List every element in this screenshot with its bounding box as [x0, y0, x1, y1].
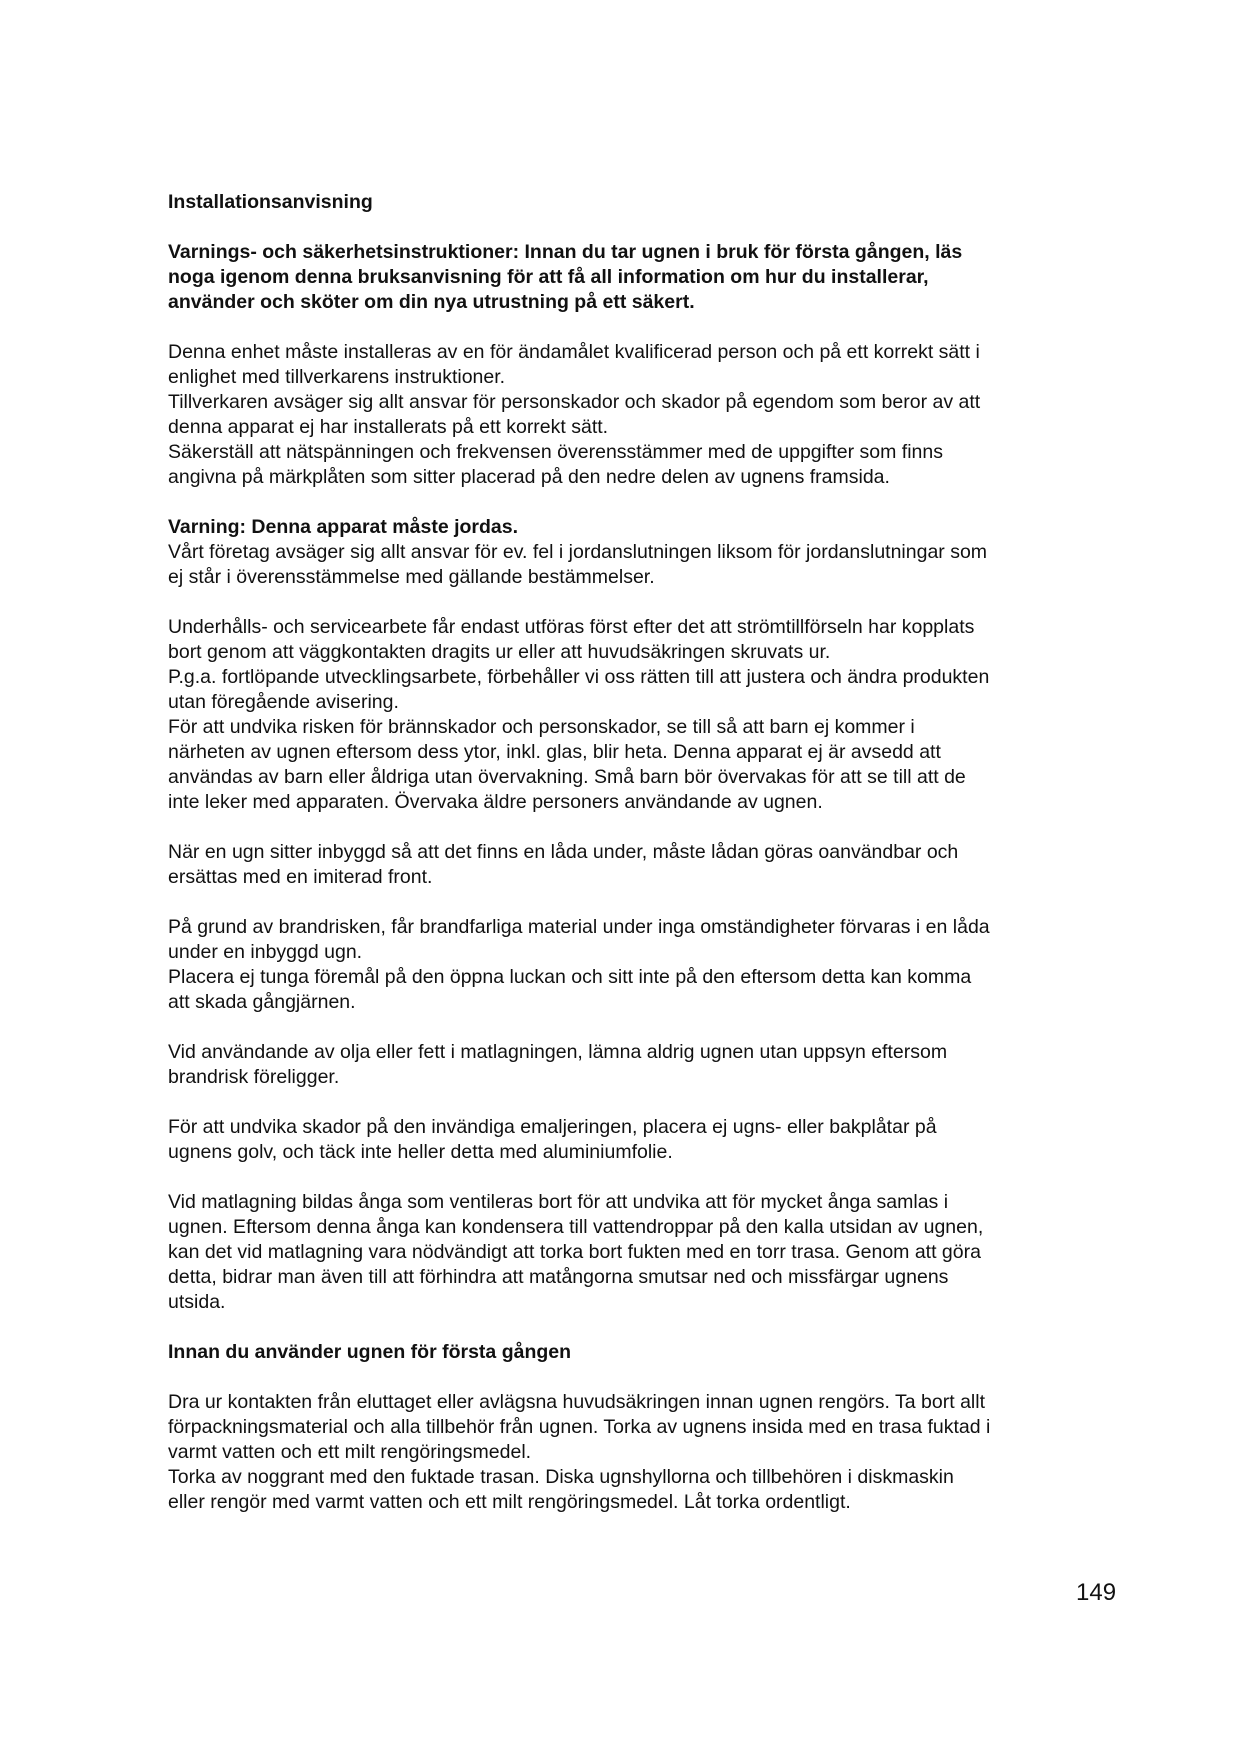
text-line: utan föregående avisering. — [168, 691, 399, 713]
document-page — [168, 190, 1088, 1515]
text-line: under en inbyggd ugn. — [168, 941, 363, 963]
text-line: förpackningsmaterial och alla tillbehör från ugnen. Torka av ugnens insida med en trasa fuktad i — [168, 1416, 991, 1438]
spacer — [168, 1090, 1088, 1115]
document-title: Installationsanvisning — [168, 191, 373, 213]
text-line: denna apparat ej har installerats på ett korrekt sätt. — [168, 416, 609, 438]
text-line: ersättas med en imiterad front. — [168, 866, 433, 888]
text-line: Torka av noggrant med den fuktade trasan. Diska ugnshyllorna och tillbehören i diskmaskin — [168, 1466, 954, 1488]
text-line: angivna på märkplåten som sitter placerad på den nedre delen av ugnens framsida. — [168, 466, 890, 488]
maintenance-paragraph — [168, 615, 1088, 815]
text-line: Tillverkaren avsäger sig allt ansvar för personskador och skador på egendom som beror av att — [168, 391, 981, 413]
text-line: brandrisk föreligger. — [168, 1066, 340, 1088]
text-line: Vid användande av olja eller fett i matlagningen, lämna aldrig ugnen utan uppsyn eftersom — [168, 1041, 948, 1063]
text-line: Dra ur kontakten från eluttaget eller avlägsna huvudsäkringen innan ugnen rengörs. Ta bort allt — [168, 1391, 985, 1413]
oil-fat-paragraph — [168, 1040, 1088, 1090]
steam-paragraph — [168, 1190, 1088, 1315]
text-line: ugnen. Eftersom denna ånga kan kondensera till vattendroppar på den kalla utsidan av ugnen, — [168, 1216, 984, 1238]
text-line: På grund av brandrisken, får brandfarliga material under inga omständigheter förvaras i en låda — [168, 916, 990, 938]
text-line: enlighet med tillverkarens instruktioner. — [168, 366, 506, 388]
text-line: Denna enhet måste installeras av en för ändamålet kvalificerad person och på ett korrekt sätt i — [168, 341, 980, 363]
text-line: varmt vatten och ett milt rengöringsmedel. — [168, 1441, 532, 1463]
text-line: utsida. — [168, 1291, 226, 1313]
spacer — [168, 315, 1088, 340]
safety-warning-intro — [168, 240, 1088, 315]
drawer-paragraph — [168, 840, 1088, 890]
spacer — [168, 1015, 1088, 1040]
text-line: Vårt företag avsäger sig allt ansvar för ev. fel i jordanslutningen liksom för jordanslutningar som — [168, 541, 988, 563]
installation-paragraph — [168, 340, 1088, 490]
text-line: eller rengör med varmt vatten och ett milt rengöringsmedel. Låt torka ordentligt. — [168, 1491, 851, 1513]
enamel-paragraph — [168, 1115, 1088, 1165]
first-use-paragraph — [168, 1390, 1088, 1515]
earthing-paragraph — [168, 540, 1088, 590]
text-line: För att undvika skador på den invändiga emaljeringen, placera ej ugns- eller bakplåtar på — [168, 1116, 937, 1138]
text-line: använder och sköter om din nya utrustning på ett säkert. — [168, 291, 695, 313]
text-line: Placera ej tunga föremål på den öppna luckan och sitt inte på den eftersom detta kan komma — [168, 966, 972, 988]
text-line: ej står i överensstämmelse med gällande bestämmelser. — [168, 566, 655, 588]
fire-risk-paragraph — [168, 915, 1088, 1015]
earthing-warning-heading: Varning: Denna apparat måste jordas. — [168, 516, 519, 538]
text-line: Varnings- och säkerhetsinstruktioner: Innan du tar ugnen i bruk för första gången, läs — [168, 241, 963, 263]
text-line: kan det vid matlagning vara nödvändigt att torka bort fukten med en torr trasa. Genom att göra — [168, 1241, 981, 1263]
spacer — [168, 815, 1088, 840]
text-line: användas av barn eller åldriga utan övervakning. Små barn bör övervakas för att se till att de — [168, 766, 966, 788]
text-line: P.g.a. fortlöpande utvecklingsarbete, förbehåller vi oss rätten till att justera och ändra produkten — [168, 666, 990, 688]
spacer — [168, 215, 1088, 240]
text-line: inte leker med apparaten. Övervaka äldre personers användande av ugnen. — [168, 791, 823, 813]
text-line: När en ugn sitter inbyggd så att det finns en låda under, måste lådan göras oanvändbar och — [168, 841, 959, 863]
text-line: Säkerställ att nätspänningen och frekvensen överensstämmer med de uppgifter som finns — [168, 441, 944, 463]
text-line: ugnens golv, och täck inte heller detta med aluminiumfolie. — [168, 1141, 673, 1163]
text-line: Underhålls- och servicearbete får endast utföras först efter det att strömtillförseln har kopplats — [168, 616, 975, 638]
spacer — [168, 1365, 1088, 1390]
spacer — [168, 490, 1088, 515]
text-line: närheten av ugnen eftersom dess ytor, inkl. glas, blir heta. Denna apparat ej är avsedd att — [168, 741, 941, 763]
text-line: noga igenom denna bruksanvisning för att få all information om hur du installerar, — [168, 266, 929, 288]
text-line: att skada gångjärnen. — [168, 991, 356, 1013]
text-line: Vid matlagning bildas ånga som ventileras bort för att undvika att för mycket ånga samlas i — [168, 1191, 949, 1213]
text-line: För att undvika risken för brännskador och personskador, se till så att barn ej kommer i — [168, 716, 915, 738]
text-line: detta, bidrar man även till att förhindra att matångorna smutsar ned och missfärgar ugnens — [168, 1266, 949, 1288]
spacer — [168, 1165, 1088, 1190]
spacer — [168, 1315, 1088, 1340]
text-line: bort genom att väggkontakten dragits ur eller att huvudsäkringen skruvats ur. — [168, 641, 831, 663]
page-number: 149 — [1076, 1579, 1117, 1606]
spacer — [168, 590, 1088, 615]
spacer — [168, 890, 1088, 915]
first-use-heading: Innan du använder ugnen för första gången — [168, 1341, 572, 1363]
